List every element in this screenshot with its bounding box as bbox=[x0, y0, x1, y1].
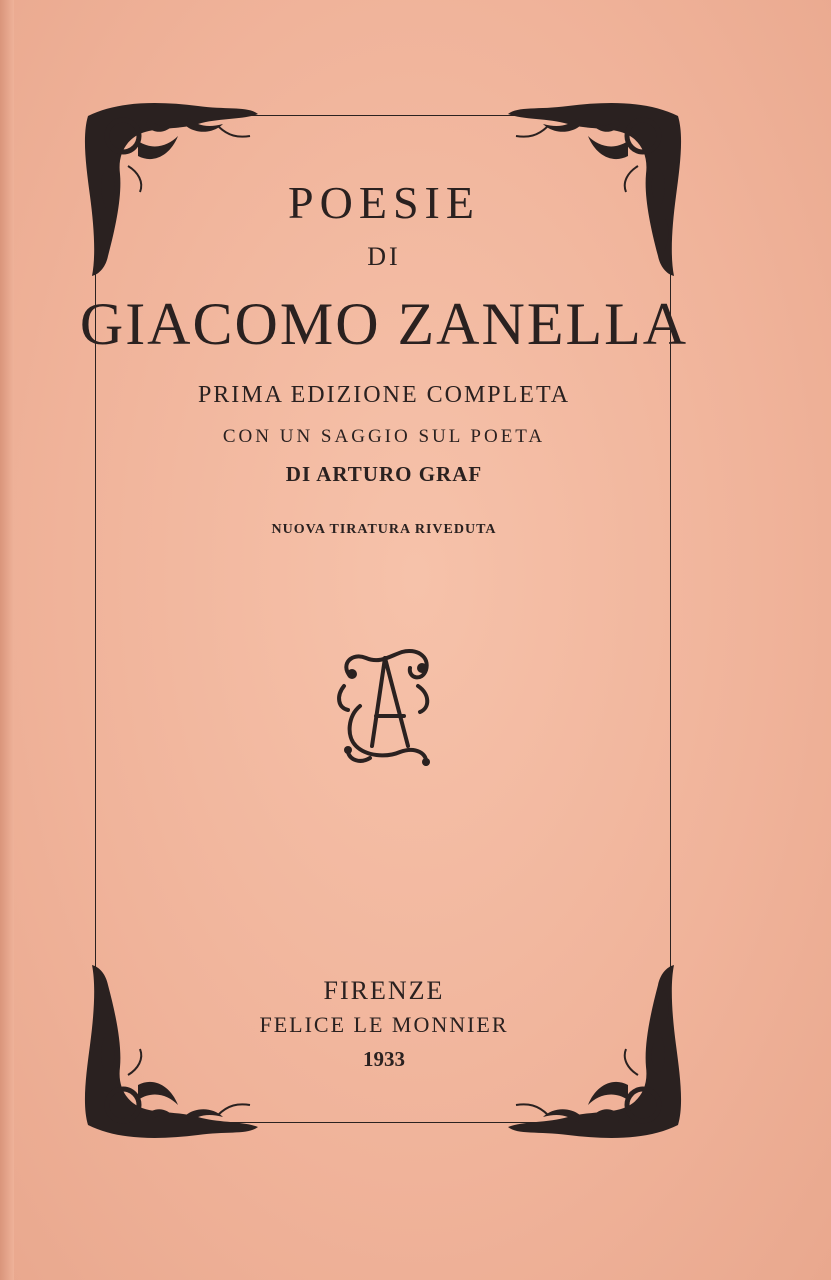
imprint-publisher: FELICE LE MONNIER bbox=[259, 1012, 509, 1037]
printing-line: NUOVA TIRATURA RIVEDUTA bbox=[271, 522, 497, 537]
publisher-monogram-icon bbox=[330, 646, 440, 770]
book-title: POESIE bbox=[288, 177, 480, 228]
edition-line: PRIMA EDIZIONE COMPLETA bbox=[197, 382, 571, 408]
author-name: GIACOMO ZANELLA bbox=[79, 291, 689, 357]
essay-author-line: DI ARTURO GRAF bbox=[285, 462, 483, 486]
essay-line: CON UN SAGGIO SUL POETA bbox=[222, 426, 546, 447]
title-preposition: DI bbox=[367, 242, 401, 271]
imprint-city: FIRENZE bbox=[323, 976, 445, 1005]
imprint-year: 1933 bbox=[363, 1047, 405, 1071]
